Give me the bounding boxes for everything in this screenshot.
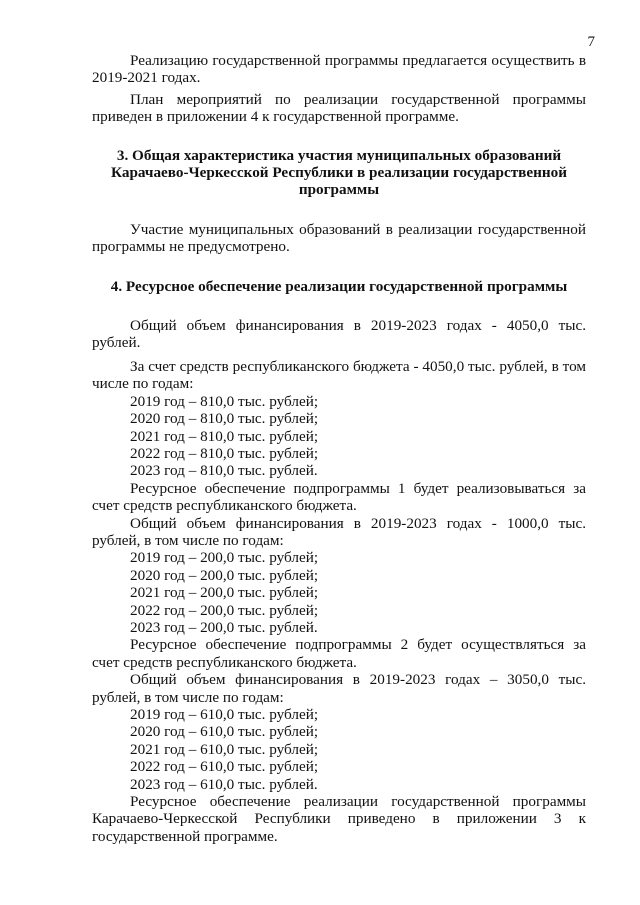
paragraph-implementation-period: Реализацию государственной программы предлагается осуществить в 2019-2021 годах. <box>92 52 586 87</box>
list-item: 2019 год – 200,0 тыс. рублей; <box>130 549 319 567</box>
list-item: 2022 год – 200,0 тыс. рублей; <box>130 601 319 619</box>
paragraph-subprogram-1: Ресурсное обеспечение подпрограммы 1 будет реализовываться за счет средств республиканского бюджета. <box>92 479 586 515</box>
list-item: 2020 год – 200,0 тыс. рублей; <box>130 566 319 584</box>
paragraph-republican-budget: За счет средств республиканского бюджета - 4050,0 тыс. рублей, в том числе по годам: <box>92 357 586 393</box>
section-3-heading-line-1: 3. Общая характеристика участия муниципальных образований <box>116 146 562 164</box>
list-item: 2022 год – 810,0 тыс. рублей; <box>130 444 319 462</box>
document-body <box>92 52 586 845</box>
paragraph-municipal-participation: Участие муниципальных образований в реализации государственной программы не предусмотрено. <box>92 220 586 256</box>
yearly-funding-list-total <box>92 393 586 480</box>
list-item: 2023 год – 610,0 тыс. рублей. <box>130 775 318 793</box>
list-item: 2023 год – 810,0 тыс. рублей. <box>130 462 318 480</box>
list-item: 2019 год – 810,0 тыс. рублей; <box>130 392 319 410</box>
paragraph-subprogram-2-funding: Общий объем финансирования в 2019-2023 годах – 3050,0 тыс. рублей, в том числе по годам: <box>92 671 586 706</box>
paragraph-action-plan: План мероприятий по реализации государственной программы приведен в приложении 4 к государственной программе. <box>92 90 586 126</box>
yearly-funding-list-subprogram-1 <box>92 549 586 636</box>
list-item: 2020 год – 610,0 тыс. рублей; <box>130 723 319 741</box>
list-item: 2021 год – 200,0 тыс. рублей; <box>130 584 319 602</box>
list-item: 2021 год – 610,0 тыс. рублей; <box>130 740 319 758</box>
list-item: 2019 год – 610,0 тыс. рублей; <box>130 706 319 723</box>
paragraph-subprogram-1-funding: Общий объем финансирования в 2019-2023 годах - 1000,0 тыс. рублей, в том числе по годам: <box>92 514 586 549</box>
section-4-heading: 4. Ресурсное обеспечение реализации государственной программы <box>110 277 568 295</box>
yearly-funding-list-subprogram-2 <box>92 706 586 793</box>
list-item: 2023 год – 200,0 тыс. рублей. <box>130 618 318 636</box>
list-item: 2022 год – 610,0 тыс. рублей; <box>130 758 319 776</box>
list-item: 2021 год – 810,0 тыс. рублей; <box>130 427 319 445</box>
section-3-heading <box>92 147 586 199</box>
list-item: 2020 год – 810,0 тыс. рублей; <box>130 410 319 428</box>
section-3-heading-line-3: программы <box>298 181 380 199</box>
page-number: 7 <box>587 34 595 50</box>
section-3-heading-line-2: Карачаево-Черкесской Республики в реализации государственной <box>111 164 567 182</box>
paragraph-subprogram-2: Ресурсное обеспечение подпрограммы 2 будет осуществляться за счет средств республиканского бюджета. <box>92 636 586 671</box>
paragraph-resource-appendix: Ресурсное обеспечение реализации государственной программы Карачаево-Черкесской Республики приведено в приложении 3 к государственной программе. <box>92 793 586 845</box>
paragraph-total-funding: Общий объем финансирования в 2019-2023 годах - 4050,0 тыс. рублей. <box>92 317 586 352</box>
